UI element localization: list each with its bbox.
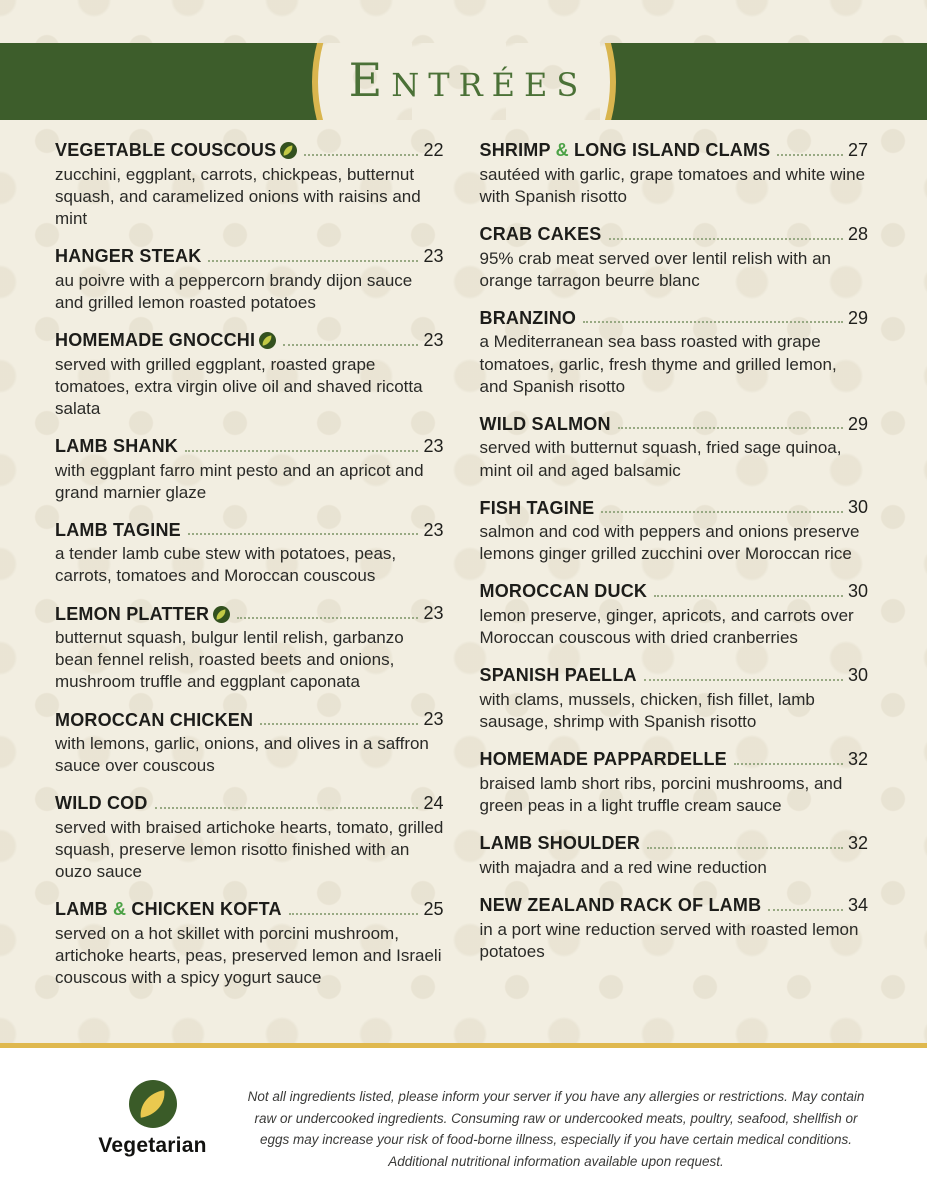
dotted-leader [283,343,418,346]
dotted-leader [289,912,419,915]
menu-item-header [55,436,444,457]
leaf-shape [262,335,273,345]
menu-item-header [55,710,444,731]
menu-item-header [480,308,869,329]
header-band [0,43,927,120]
menu-item-header [480,581,869,602]
item-name: LAMB & CHICKEN KOFTA [55,899,282,920]
item-price: 23 [423,709,444,730]
dotted-leader [609,237,843,240]
menu-item [55,246,444,314]
menu-item [55,604,444,694]
item-description: served with grilled eggplant, roasted grape tomatoes, extra virgin olive oil and shaved ricotta salata [55,354,423,418]
menu-item [480,140,869,208]
item-description: with lemons, garlic, onions, and olives in a saffron sauce over couscous [55,734,429,776]
menu-item [480,414,869,482]
item-price: 29 [847,413,868,434]
dotted-leader [185,449,418,452]
leaf-shape [216,609,227,619]
dotted-leader [618,426,843,429]
item-price: 30 [847,665,868,686]
menu-columns [0,120,927,1005]
item-price: 25 [423,899,444,920]
menu-item [55,330,444,420]
disclaimer-text: Not all ingredients listed, please inform your server if you have any allergies or restrictions. May contain raw or undercooked ingredients. Consuming raw or undercooked meats, poultry, seafood, shellfish or eggs may increase your risk of food-borne illness, especially if you have certain medical conditions. Additional nutritional information available upon request. [247,1089,865,1169]
item-description: with eggplant farro mint pesto and an apricot and grand marnier glaze [55,460,424,502]
item-name: LAMB SHOULDER [479,833,641,854]
item-description: lemon preserve, ginger, apricots, and carrots over Moroccan couscous with dried cranberries [479,606,854,648]
item-name: WILD COD [55,793,148,814]
dotted-leader [768,908,843,911]
item-name: FISH TAGINE [479,497,595,518]
footer [0,1048,927,1200]
item-name: WILD SALMON [479,413,611,434]
item-description: a Mediterranean sea bass roasted with grape tomatoes, garlic, fresh thyme and grilled lemon, and Spanish risotto [479,332,837,396]
menu-item-header [55,899,444,920]
vegetarian-legend [95,1080,210,1158]
item-price: 24 [423,793,444,814]
item-description: sautéed with garlic, grape tomatoes and white wine with Spanish risotto [479,164,866,206]
menu-item [55,140,444,230]
item-price: 23 [423,245,444,266]
dotted-leader [583,320,843,323]
item-description: a tender lamb cube stew with potatoes, peas, carrots, tomatoes and Moroccan couscous [55,544,397,586]
item-name: SPANISH PAELLA [479,665,637,686]
menu-item-header [480,414,869,435]
item-price: 30 [847,581,868,602]
leaf-icon [213,606,230,623]
dotted-leader [237,616,418,619]
item-name: BRANZINO [479,307,577,328]
menu-item [480,498,869,566]
menu-item [55,436,444,504]
dotted-leader [208,259,418,262]
menu-item-header [55,520,444,541]
item-description: served with braised artichoke hearts, tomato, grilled squash, preserve lemon risotto finished with an ouzo sauce [55,818,444,882]
menu-item-header [55,140,444,161]
menu-item [480,581,869,649]
item-description: with clams, mussels, chicken, fish fillet, lamb sausage, shrimp with Spanish risotto [479,690,815,732]
menu-item-header [480,224,869,245]
item-price: 22 [423,139,444,160]
item-name: VEGETABLE COUSCOUS [55,140,297,161]
item-name: LEMON PLATTER [55,604,230,625]
item-description: zucchini, eggplant, carrots, chickpeas, butternut squash, and caramelized onions with raisins and mint [55,164,421,228]
menu-item [480,895,869,963]
menu-item [480,224,869,292]
item-price: 23 [423,519,444,540]
item-price: 23 [423,435,444,456]
menu-item [480,749,869,817]
menu-item [480,665,869,733]
page-title: Entrées [348,52,588,107]
item-name: HANGER STEAK [55,245,202,266]
menu-column-right [480,140,869,1005]
menu-item [55,899,444,989]
item-name: MOROCCAN CHICKEN [55,709,254,730]
item-price: 34 [847,894,868,915]
leaf-icon [259,332,276,349]
menu-item-header [480,895,869,916]
vegetarian-legend-label: Vegetarian [98,1134,207,1157]
dotted-leader [155,806,419,809]
menu-item [480,308,869,398]
item-price: 23 [423,329,444,350]
dotted-leader [734,762,843,765]
dotted-leader [188,532,419,535]
green-ampersand: & [555,140,569,160]
dotted-leader [601,510,843,513]
menu-item-header [480,498,869,519]
menu-item-header [480,833,869,854]
leaf-shape [137,1090,167,1118]
menu-item [55,793,444,883]
menu-item [480,833,869,879]
menu-column-left [55,140,444,1005]
dotted-leader [304,153,418,156]
dotted-leader [644,678,843,681]
item-description: served with butternut squash, fried sage quinoa, mint oil and aged balsamic [479,438,842,480]
menu-item [55,520,444,588]
item-description: salmon and cod with peppers and onions preserve lemons ginger grilled zucchini over Moroccan rice [479,522,860,564]
item-name: HOMEMADE GNOCCHI [55,330,276,351]
item-name: CRAB CAKES [479,223,602,244]
item-price: 27 [847,139,868,160]
item-name: SHRIMP & LONG ISLAND CLAMS [479,140,771,160]
item-price: 30 [847,497,868,518]
item-name: LAMB TAGINE [55,519,181,540]
menu-item-header [480,140,869,161]
dotted-leader [647,846,843,849]
item-price: 29 [847,307,868,328]
leaf-shape [283,145,294,155]
menu-item-header [480,749,869,770]
item-description: with majadra and a red wine reduction [479,857,767,877]
menu-item-header [55,793,444,814]
green-ampersand: & [113,899,127,920]
dotted-leader [260,722,418,725]
item-name: HOMEMADE PAPPARDELLE [479,749,727,770]
item-price: 32 [847,832,868,853]
item-price: 23 [423,603,444,624]
dotted-leader [654,594,843,597]
menu-item-header [55,604,444,625]
item-description: butternut squash, bulgur lentil relish, garbanzo bean fennel relish, roasted beets and onions, mushroom truffle and eggplant caponata [55,628,404,692]
menu-item [55,710,444,778]
item-price: 28 [847,223,868,244]
item-description: 95% crab meat served over lentil relish with an orange tarragon beurre blanc [479,248,831,290]
item-description: au poivre with a peppercorn brandy dijon sauce and grilled lemon roasted potatoes [55,270,413,312]
menu-item-header [480,665,869,686]
dotted-leader [777,153,843,156]
item-name: NEW ZEALAND RACK OF LAMB [479,894,762,915]
menu-item-header [55,246,444,267]
item-name: LAMB SHANK [55,435,178,456]
leaf-icon [280,142,297,159]
menu-item-header [55,330,444,351]
item-name: MOROCCAN DUCK [479,581,648,602]
leaf-icon [129,1080,177,1128]
item-description: braised lamb short ribs, porcini mushrooms, and green peas in a light truffle cream sauce [479,773,843,815]
item-price: 32 [847,749,868,770]
item-description: served on a hot skillet with porcini mushroom, artichoke hearts, peas, preserved lemon and Israeli couscous with a spicy yogurt sauce [55,924,442,988]
item-description: in a port wine reduction served with roasted lemon potatoes [479,919,859,961]
